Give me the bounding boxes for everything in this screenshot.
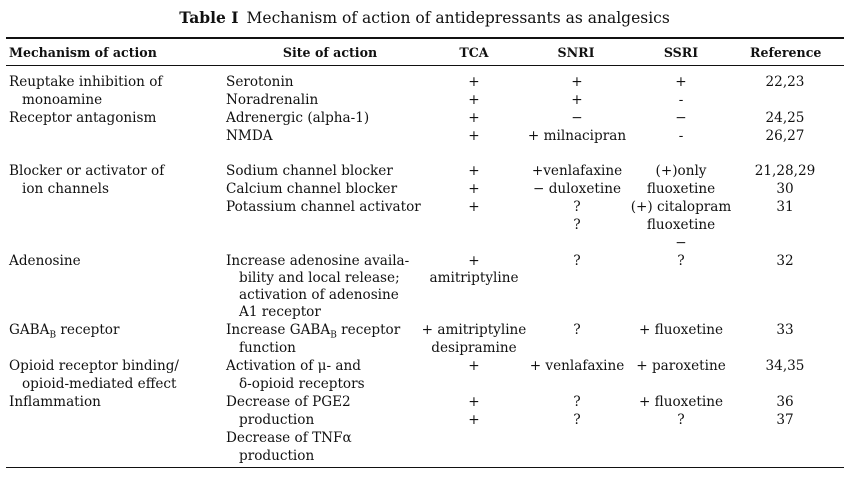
- tca-cell: +: [468, 358, 480, 374]
- site-cell: production: [239, 412, 315, 428]
- snri-cell: +: [571, 92, 583, 108]
- mechanism-cell: Receptor antagonism: [9, 110, 157, 126]
- mechanism-cell: Inflammation: [9, 394, 101, 410]
- header-tca: TCA: [459, 45, 489, 60]
- subscript-b: B: [330, 330, 337, 341]
- top-rule: [6, 37, 844, 39]
- subscript-b: B: [49, 330, 57, 341]
- ssri-cell: -: [678, 128, 684, 144]
- site-cell: function: [239, 340, 296, 356]
- ssri-cell: (+) citalopram: [630, 199, 732, 215]
- mechanism-cell: ion channels: [22, 181, 109, 197]
- ssri-cell: ?: [677, 253, 685, 269]
- tca-cell: +: [468, 394, 480, 410]
- header-mechanism: Mechanism of action: [9, 45, 157, 60]
- reference-cell: 31: [776, 199, 794, 215]
- snri-cell: ?: [573, 394, 581, 410]
- site-cell: activation of adenosine: [239, 287, 399, 303]
- reference-cell: 32: [776, 253, 794, 269]
- reference-cell: 22,23: [765, 74, 805, 90]
- site-cell: Sodium channel blocker: [226, 163, 393, 179]
- tca-cell: +: [468, 92, 480, 108]
- site-cell: bility and local release;: [239, 270, 400, 286]
- tca-cell: +: [468, 128, 480, 144]
- reference-cell: 21,28,29: [754, 163, 816, 179]
- ssri-cell: −: [675, 235, 687, 251]
- snri-cell: +: [571, 74, 583, 90]
- header-ssri: SSRI: [663, 45, 699, 60]
- ssri-cell: + fluoxetine: [638, 394, 724, 410]
- site-cell: Adrenergic (alpha-1): [226, 110, 370, 126]
- site-cell: Noradrenalin: [226, 92, 319, 108]
- mechanism-cell: Adenosine: [9, 253, 81, 269]
- tca-cell: +: [468, 412, 480, 428]
- tca-cell: +: [468, 110, 480, 126]
- snri-cell: − duloxetine: [532, 181, 622, 197]
- tca-cell: +: [468, 199, 480, 215]
- site-cell: Activation of μ- and: [226, 358, 361, 374]
- ssri-cell: +: [675, 74, 687, 90]
- site-gaba: Increase GABA: [226, 322, 331, 338]
- ssri-cell: fluoxetine: [646, 217, 716, 233]
- reference-cell: 36: [776, 394, 794, 410]
- site-cell: Increase adenosine availa-: [226, 253, 410, 269]
- snri-cell: ?: [573, 322, 581, 338]
- mechanism-cell: opioid-mediated effect: [22, 376, 177, 392]
- snri-cell: ?: [573, 253, 581, 269]
- table-title: [0, 8, 849, 27]
- tca-cell: + amitriptyline: [421, 322, 527, 338]
- ssri-cell: + paroxetine: [636, 358, 726, 374]
- snri-cell: + venlafaxine: [529, 358, 625, 374]
- site-cell: Decrease of PGE2: [226, 394, 351, 410]
- header-rule: [6, 65, 844, 66]
- mechanism-cell: Opioid receptor binding/: [9, 358, 180, 374]
- snri-cell: ?: [573, 217, 581, 233]
- reference-cell: 26,27: [765, 128, 805, 144]
- table-caption: Mechanism of action of antidepressants as analgesics: [246, 9, 670, 27]
- tca-cell: +: [468, 74, 480, 90]
- ssri-cell: + fluoxetine: [638, 322, 724, 338]
- site-cell: production: [239, 448, 315, 464]
- tca-cell: +: [468, 253, 480, 269]
- reference-cell: 37: [776, 412, 794, 428]
- table-label: Table I: [179, 8, 239, 27]
- ssri-cell: (+)only: [655, 163, 707, 179]
- snri-cell: +venlafaxine: [531, 163, 623, 179]
- header-reference: Reference: [750, 45, 822, 60]
- mechanism-cell: Blocker or activator of: [9, 163, 165, 179]
- header-snri: SNRI: [557, 45, 595, 60]
- reference-cell: 30: [776, 181, 794, 197]
- mechanism-gaba: GABA: [9, 322, 50, 338]
- ssri-cell: fluoxetine: [646, 181, 716, 197]
- header-site: Site of action: [282, 45, 378, 60]
- tca-cell: +: [468, 163, 480, 179]
- site-receptor: receptor: [336, 322, 401, 338]
- mechanism-cell: [9, 321, 119, 345]
- bottom-rule: [6, 467, 844, 468]
- tca-cell: amitriptyline: [429, 270, 519, 286]
- snri-cell: −: [571, 110, 583, 126]
- reference-cell: 34,35: [765, 358, 805, 374]
- site-cell: Potassium channel activator: [226, 199, 421, 215]
- snri-cell: ?: [573, 199, 581, 215]
- tca-cell: +: [468, 181, 480, 197]
- site-cell: NMDA: [226, 128, 273, 144]
- mechanism-cell: monoamine: [22, 92, 103, 108]
- snri-cell: ?: [573, 412, 581, 428]
- site-cell: Decrease of TNFα: [226, 430, 352, 446]
- reference-cell: 33: [776, 322, 794, 338]
- reference-cell: 24,25: [765, 110, 805, 126]
- site-cell: δ-opioid receptors: [239, 376, 365, 392]
- snri-cell: + milnacipran: [527, 128, 627, 144]
- mechanism-cell: Reuptake inhibition of: [9, 74, 163, 90]
- ssri-cell: −: [675, 110, 687, 126]
- ssri-cell: -: [678, 92, 684, 108]
- ssri-cell: ?: [677, 412, 685, 428]
- site-cell: Serotonin: [226, 74, 294, 90]
- site-cell: A1 receptor: [239, 304, 321, 320]
- mechanism-receptor: receptor: [56, 322, 120, 338]
- tca-cell: desipramine: [431, 340, 517, 356]
- site-cell: Calcium channel blocker: [226, 181, 398, 197]
